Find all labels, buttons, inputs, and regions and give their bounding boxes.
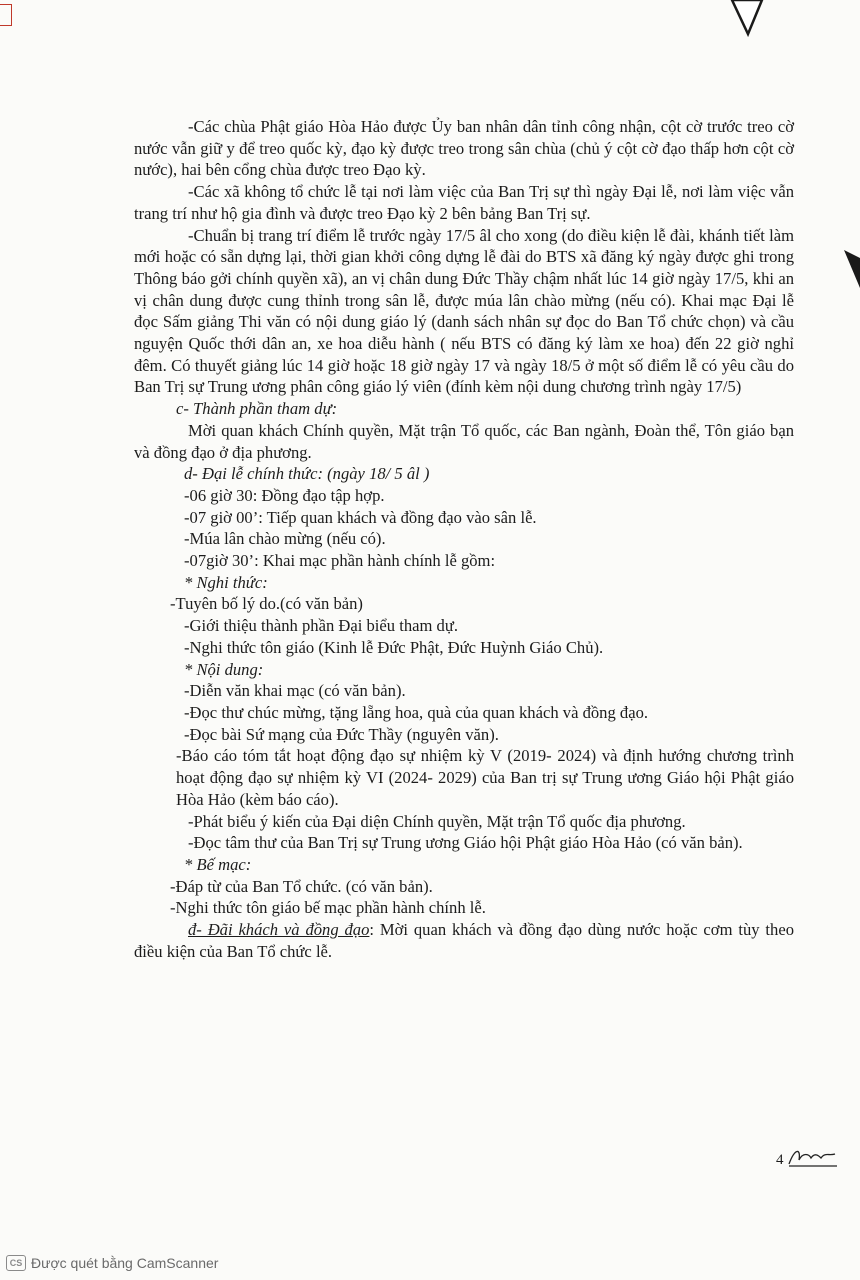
edge-shadow-icon: [842, 248, 860, 292]
section-c-heading: c- Thành phần tham dự:: [176, 399, 338, 419]
section-d-heading: d- Đại lễ chính thức: (ngày 18/ 5 âl ): [184, 464, 430, 484]
document-body: [134, 116, 794, 962]
section-dd-text: : Mời quan khách và đồng đạo dùng nước hoặc cơm tùy theo điều kiện của Ban Tổ chức lễ.: [134, 920, 794, 961]
camscanner-logo-icon: CS: [6, 1255, 26, 1271]
paragraph-speech: -Phát biểu ý kiến của Đại diện Chính quyền, Mặt trận Tổ quốc địa phương.: [188, 811, 686, 831]
list-item: -Nghi thức tôn giáo (Kinh lễ Đức Phật, Đức Huỳnh Giáo Chủ).: [184, 637, 604, 657]
list-item: -Giới thiệu thành phần Đại biểu tham dự.: [184, 616, 458, 636]
paragraph-3: -Chuẩn bị trang trí điểm lễ trước ngày 17/5 âl cho xong (do điều kiện lễ đài, khánh tiết làm mới hoặc có sẵn dựng lại, thời gian khởi công dựng lễ đài do BTS xã đăng ký ngày được ghi trong Thông báo gởi chính quyền xã), an vị chân dung Đức Thầy chậm nhất lúc 14 giờ ngày 17/5, khi an vị chân dung được cung thỉnh trong sân lễ, được múa lân chào mừng (nếu có). Khai mạc Đại lễ đọc Sấm giảng Thi văn có nội dung giáo lý (danh sách nhân sự đọc do Ban Tổ chức chọn) và cầu nguyện Quốc thới dân an, xe hoa diễu hành ( nếu BTS có đăng ký làm xe hoa) đến 22 giờ nghỉ đêm. Có thuyết giảng lúc 14 giờ hoặc 18 giờ ngày 17 và ngày 18/5 ở một số điểm lễ có yêu cầu do Ban Trị sự Trung ương phân công giáo lý viên (đính kèm nội dung chương trình ngày 17/5): [134, 225, 794, 397]
signature-icon: [787, 1146, 839, 1168]
paragraph-letter: -Đọc tâm thư của Ban Trị sự Trung ương Giáo hội Phật giáo Hòa Hảo (có văn bản).: [188, 833, 743, 853]
list-item: -07 giờ 00’: Tiếp quan khách và đồng đạo vào sân lễ.: [184, 507, 537, 527]
paragraph-1: -Các chùa Phật giáo Hòa Hảo được Ủy ban nhân dân tỉnh công nhận, cột cờ trước treo cờ nước vẫn giữ y để treo quốc kỳ, đạo kỳ được treo trong sân chùa (chủ ý cột cờ đạo thấp hơn cột cờ nước), hai bên cổng chùa được treo Đạo kỳ.: [134, 117, 794, 180]
triangle-mark-icon: [728, 0, 764, 40]
footer-text: Được quét bằng CamScanner: [31, 1255, 219, 1271]
list-item: -06 giờ 30: Đồng đạo tập hợp.: [184, 485, 385, 505]
page-number: 4: [776, 1146, 839, 1169]
scanner-footer: [6, 1254, 218, 1272]
paragraph-2: -Các xã không tổ chức lễ tại nơi làm việc của Ban Trị sự thì ngày Đại lễ, nơi làm việc vẫn trang trí như hộ gia đình và được treo Đạo kỳ 2 bên bảng Ban Trị sự.: [134, 182, 794, 223]
paragraph-report: -Báo cáo tóm tắt hoạt động đạo sự nhiệm kỳ V (2019- 2024) và định hướng chương trình hoạt động đạo sự nhiệm kỳ VI (2024- 2029) của Ban trị sự Trung ương Giáo hội Phật giáo Hòa Hảo (kèm báo cáo).: [176, 746, 794, 809]
subheading-noi-dung: * Nội dung:: [184, 659, 264, 679]
list-item: -Đáp từ của Ban Tổ chức. (có văn bản).: [170, 876, 433, 896]
paragraph-final: [134, 919, 794, 962]
list-item: -Tuyên bố lý do.(có văn bản): [170, 594, 363, 614]
list-item: -Đọc thư chúc mừng, tặng lẵng hoa, quà của quan khách và đồng đạo.: [184, 702, 649, 722]
section-dd-heading: đ- Đãi khách và đồng đạo: [188, 920, 370, 940]
subheading-nghi-thuc: * Nghi thức:: [184, 572, 268, 592]
list-item: -Nghi thức tôn giáo bế mạc phần hành chính lễ.: [170, 898, 486, 918]
list-item: -07giờ 30’: Khai mạc phần hành chính lễ gồm:: [184, 551, 496, 571]
list-item: -Múa lân chào mừng (nếu có).: [184, 529, 386, 549]
corner-mark: [0, 4, 12, 26]
subheading-be-mac: * Bế mạc:: [184, 854, 252, 874]
list-item: -Đọc bài Sứ mạng của Đức Thầy (nguyên văn).: [184, 724, 499, 744]
paragraph-guests: Mời quan khách Chính quyền, Mặt trận Tổ quốc, các Ban ngành, Đoàn thể, Tôn giáo bạn và đồng đạo ở địa phương.: [134, 420, 794, 462]
list-item: -Diễn văn khai mạc (có văn bản).: [184, 681, 406, 701]
